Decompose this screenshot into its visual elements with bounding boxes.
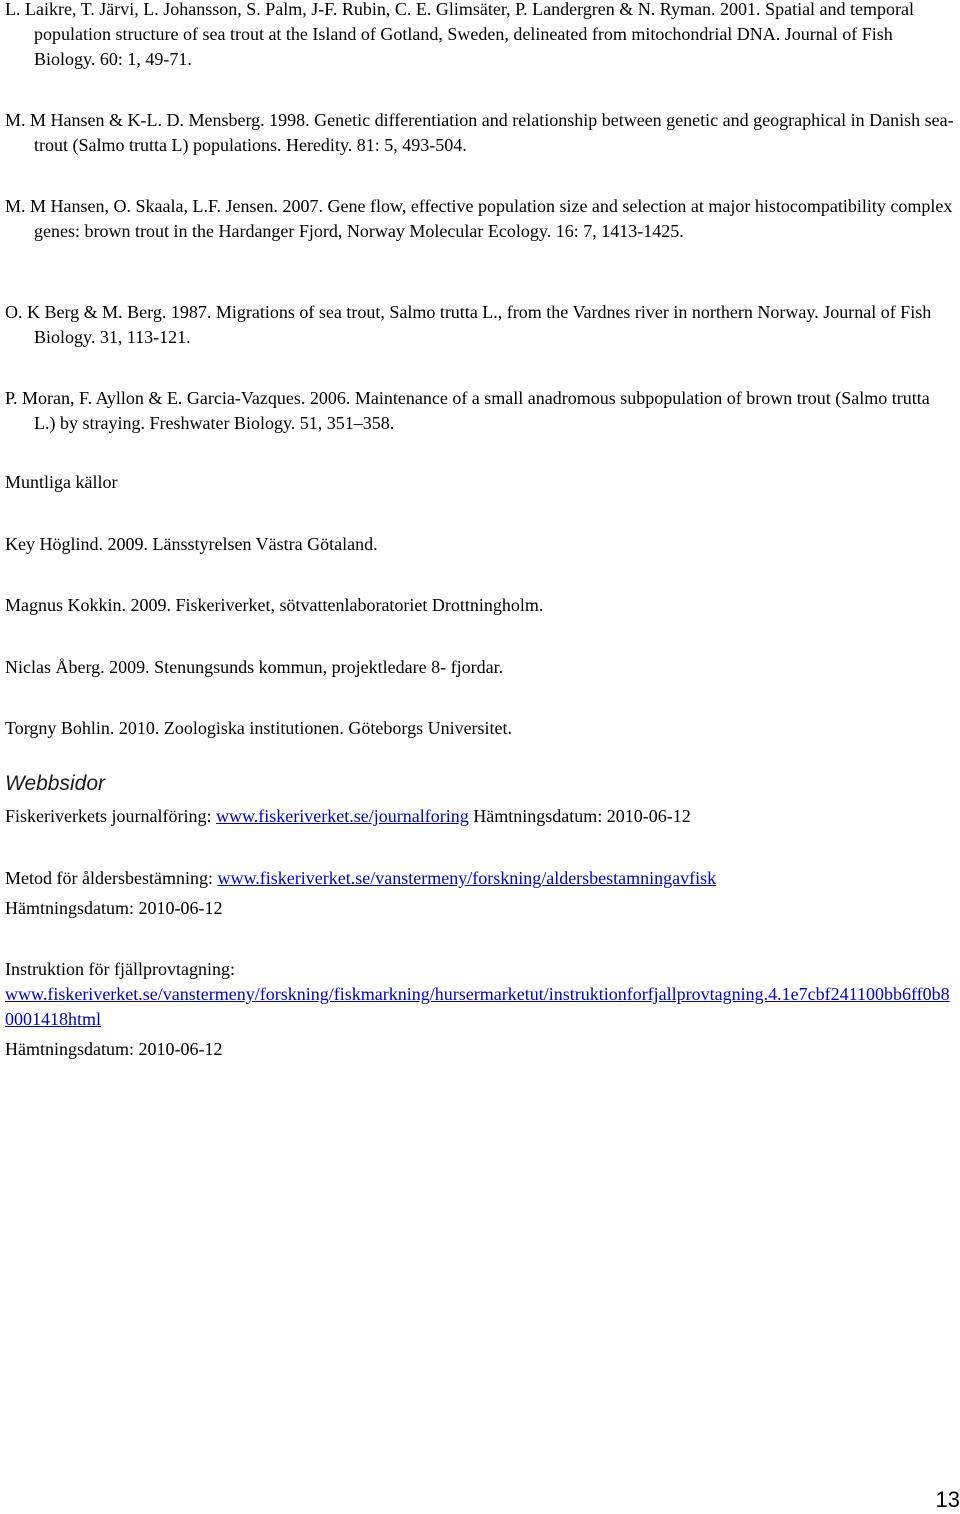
oral-source-item: Key Höglind. 2009. Länsstyrelsen Västra Götaland.	[5, 534, 378, 554]
website-link[interactable]: www.fiskeriverket.se/vanstermeny/forskning/aldersbestamningavfisk	[217, 868, 717, 888]
oral-sources-heading: Muntliga källor	[5, 472, 118, 492]
reference-text: Spatial and temporal population structure of sea trout at the Island of Gotland, Sweden, delineated from mitochondrial DNA. Journal of Fish Biology. 60: 1, 49-71.	[34, 0, 915, 69]
websites-heading: Webbsidor	[5, 772, 105, 795]
website-retrieved: Hämtningsdatum: 2010-06-12	[5, 898, 223, 918]
website-item	[5, 866, 957, 891]
reference-authors: P. Moran, F. Ayllon & E. Garcia-Vazques. 2006.	[5, 388, 351, 408]
website-label: Metod för åldersbestämning:	[5, 868, 213, 888]
reference-text: Gene flow, effective population size and selection at major histocompatibility complex genes: brown trout in the Hardanger Fjord, Norway Molecular Ecology. 16: 7, 1413-1425.	[34, 196, 953, 241]
reference-authors: L. Laikre, T. Järvi, L. Johansson, S. Palm, J-F. Rubin, C. E. Glimsäter, P. Landergren & N. Ryman. 2001.	[5, 0, 761, 19]
website-retrieved: Hämtningsdatum: 2010-06-12	[5, 1039, 223, 1059]
website-label: Fiskeriverkets journalföring:	[5, 806, 212, 826]
reference-item	[5, 194, 955, 244]
reference-text: Genetic differentiation and relationship between genetic and geographical in Danish sea-trout (Salmo trutta L) populations. Heredity. 81: 5, 493-504.	[34, 110, 954, 155]
page-number: 13	[935, 1487, 960, 1512]
oral-source-item: Niclas Åberg. 2009. Stenungsunds kommun, projektledare 8- fjordar.	[5, 657, 504, 677]
reference-text: Migrations of sea trout, Salmo trutta L., from the Vardnes river in northern Norway. Journal of Fish Biology. 31, 113-121.	[34, 302, 932, 347]
website-retrieved: Hämtningsdatum: 2010-06-12	[473, 806, 691, 826]
reference-item	[5, 108, 955, 158]
oral-source-item: Magnus Kokkin. 2009. Fiskeriverket, sötvattenlaboratoriet Drottningholm.	[5, 595, 544, 615]
reference-authors: O. K Berg & M. Berg. 1987.	[5, 302, 212, 322]
website-link[interactable]: www.fiskeriverket.se/journalforing	[215, 806, 469, 826]
website-label: Instruktion för fjällprovtagning:	[5, 959, 235, 979]
reference-authors: M. M Hansen, O. Skaala, L.F. Jensen. 2007.	[5, 196, 324, 216]
reference-item	[5, 300, 955, 350]
website-item	[5, 982, 957, 1032]
website-link[interactable]: www.fiskeriverket.se/vanstermeny/forskning/fiskmarkning/hursermarketut/instruktionforfjallprovtagning.4.1e7cbf241100bb6ff0b80001418html	[5, 984, 950, 1029]
reference-item	[5, 0, 955, 72]
reference-text: Maintenance of a small anadromous subpopulation of brown trout (Salmo trutta L.) by straying. Freshwater Biology. 51, 351–358.	[34, 388, 930, 433]
reference-authors: M. M Hansen & K-L. D. Mensberg. 1998.	[5, 110, 310, 130]
oral-source-item: Torgny Bohlin. 2010. Zoologiska institutionen. Göteborgs Universitet.	[5, 718, 513, 738]
reference-item	[5, 386, 955, 436]
website-item	[5, 804, 957, 829]
